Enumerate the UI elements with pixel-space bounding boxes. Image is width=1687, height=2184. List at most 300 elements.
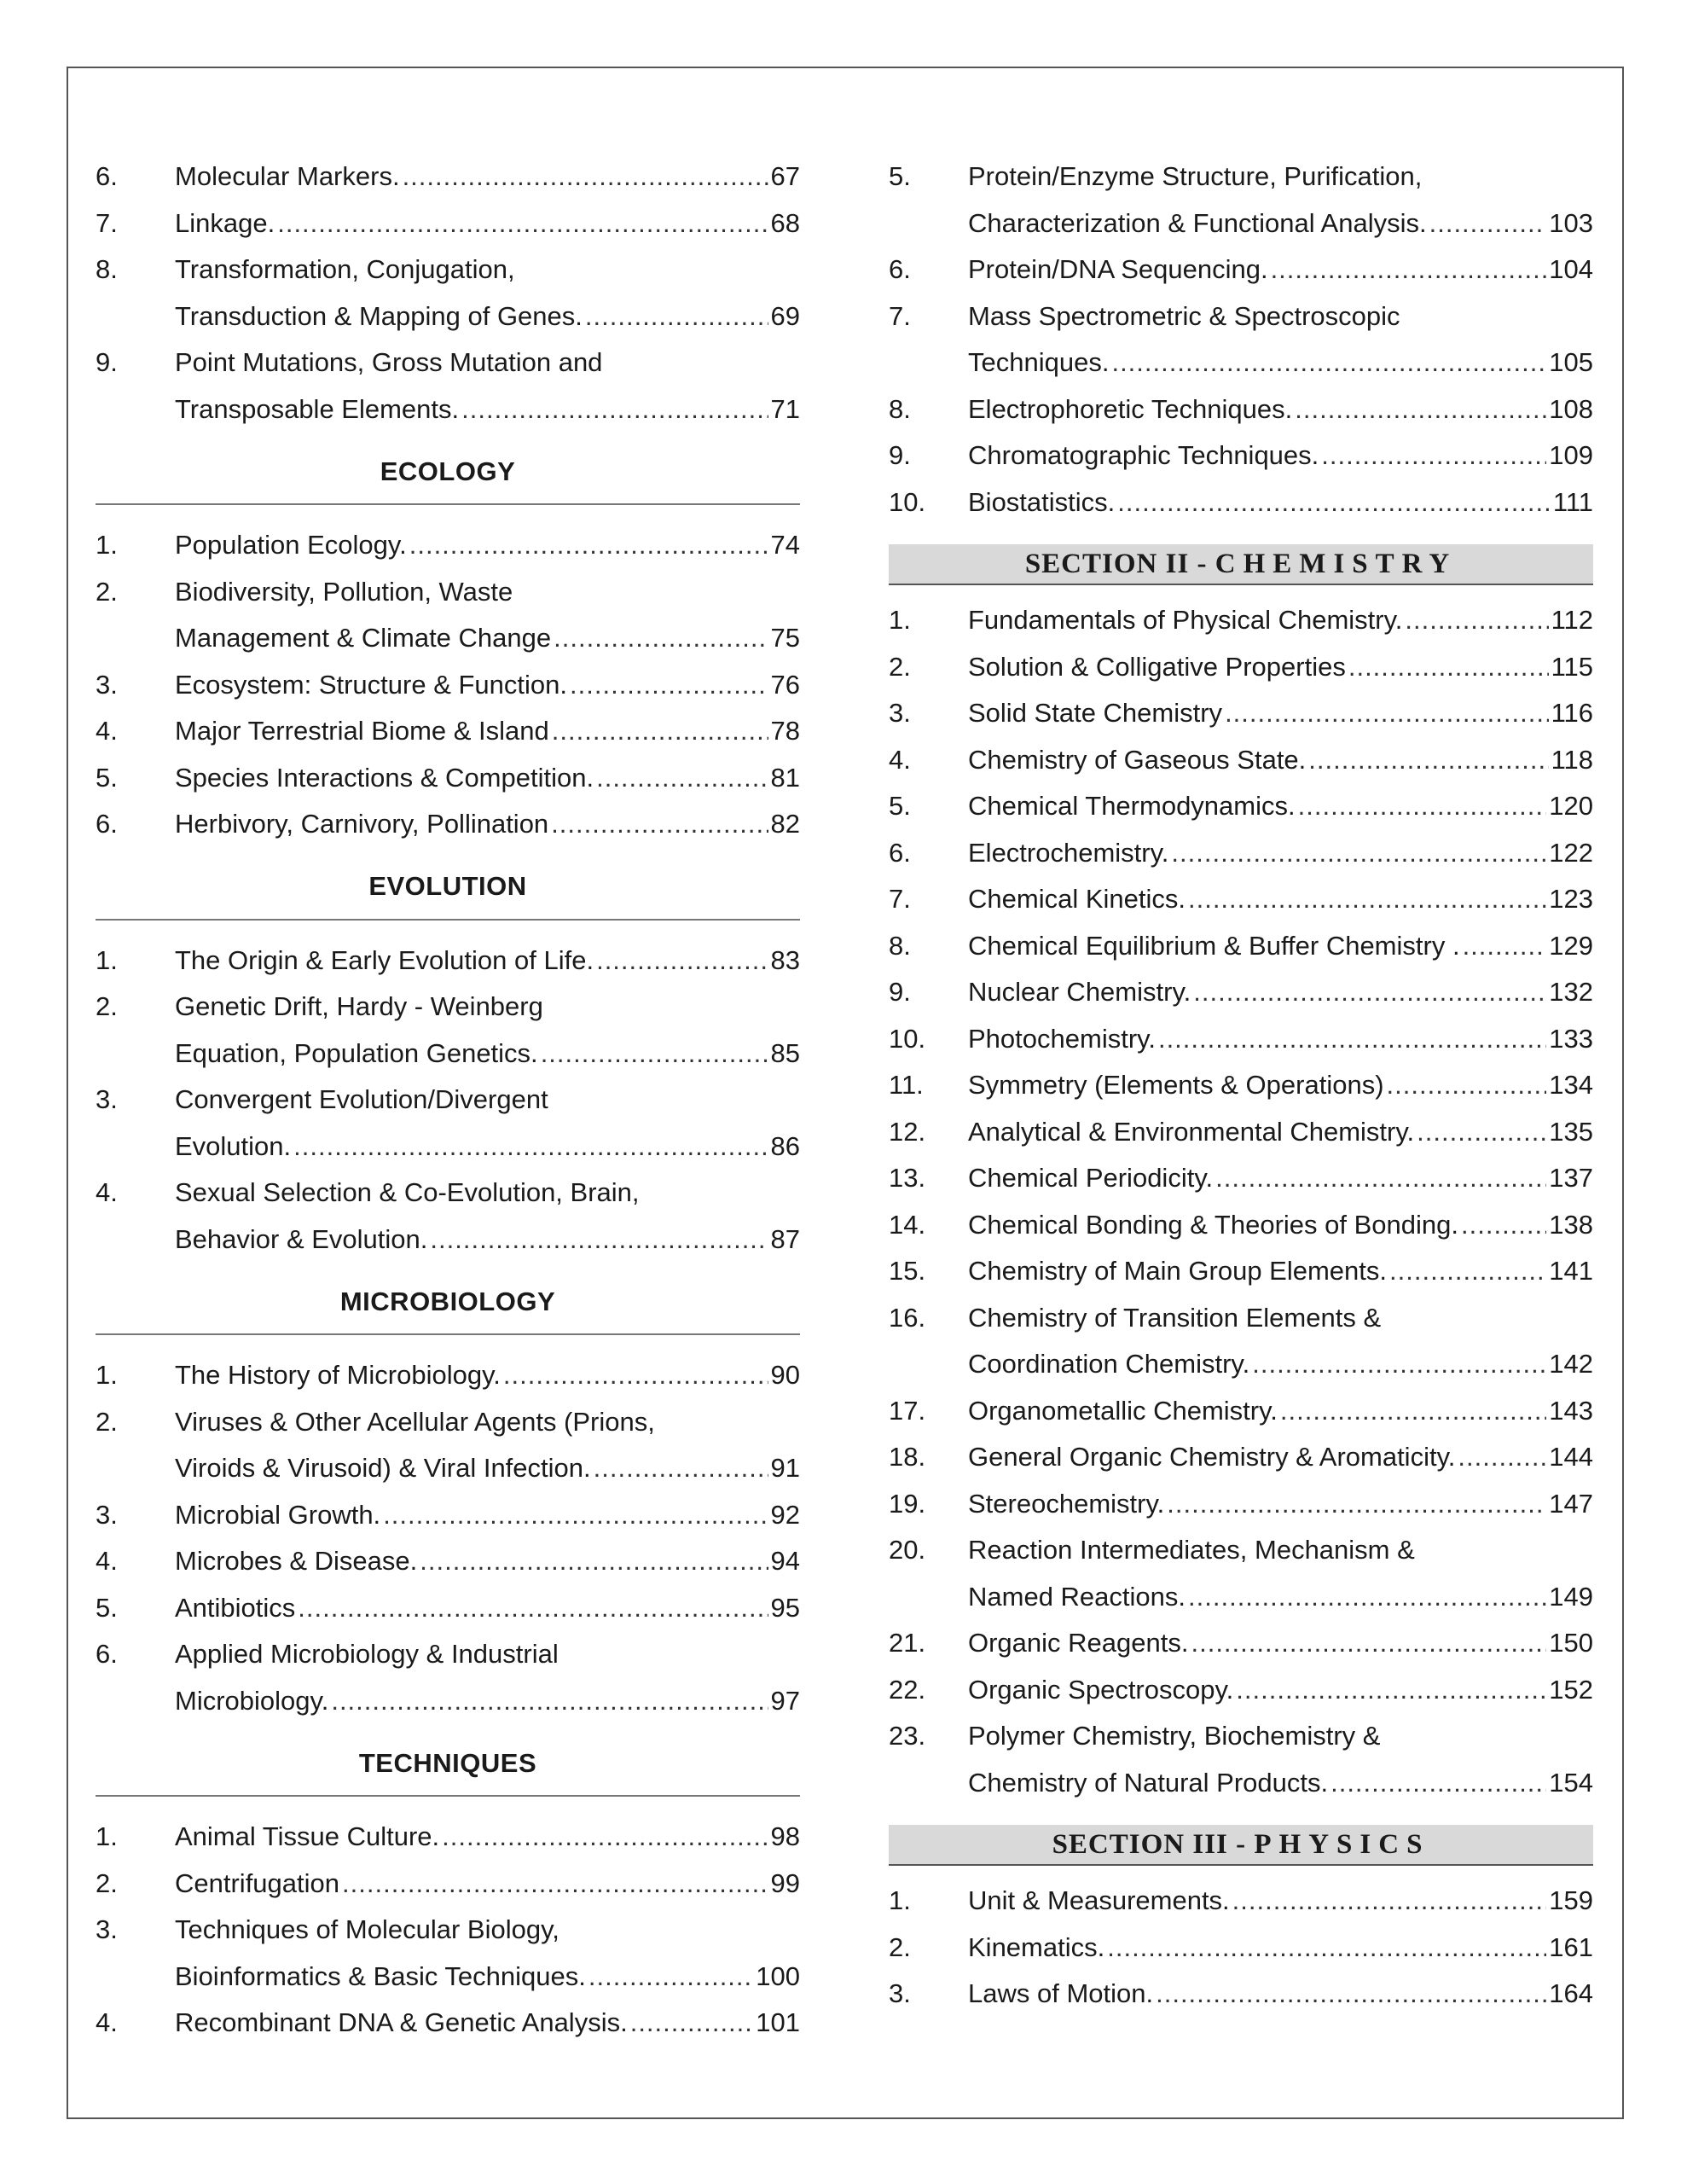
toc-entry-title: Biostatistics. [968,486,1116,517]
toc-entry-title: Evolution. [175,1130,292,1161]
toc-entry-number: 21. [889,1628,926,1658]
dot-leader [1156,1971,1546,2018]
toc-entry [889,154,1593,247]
dot-leader [1348,644,1549,691]
toc-entry-page: 85 [770,1037,800,1068]
toc-entry-page: 81 [770,762,800,793]
toc-entry-title: General Organic Chemistry & Aromaticity. [968,1442,1456,1472]
toc-entry [96,755,800,802]
toc-entry-title: Microbiology. [175,1685,329,1716]
toc-entry-line [96,662,800,709]
toc-entry-page: 82 [770,809,800,839]
toc-entry-number: 4. [889,744,911,775]
toc-entry-line [889,1667,1593,1714]
toc-entry-number: 2. [96,1406,118,1437]
toc-entry-title: Solid State Chemistry [968,698,1223,728]
toc-entry-line [889,200,1593,247]
toc-entry-title: Chemical Bonding & Theories of Bonding. [968,1209,1458,1240]
toc-entry-line [96,569,800,616]
toc-entry-number: 7. [96,207,118,238]
dot-leader [409,522,768,569]
toc-entry-page: 135 [1549,1116,1593,1147]
toc-entry-line [889,737,1593,784]
toc-entry-page: 95 [770,1592,800,1623]
toc-entry-line [889,1925,1593,1972]
toc-entry-line [889,479,1593,526]
toc-entry [96,984,800,1077]
toc-entry-title: Reaction Intermediates, Mechanism & [968,1535,1415,1565]
toc-entry-title: Analytical & Environmental Chemistry. [968,1116,1415,1147]
toc-entry-number: 4. [96,1177,118,1207]
toc-entry-line [889,1620,1593,1667]
toc-entry-title: Applied Microbiology & Industrial [175,1639,559,1669]
dot-leader [570,662,768,709]
toc-entry-page: 86 [770,1130,800,1161]
toc-entry-line [96,1814,800,1861]
toc-entry-title: Organic Reagents. [968,1628,1189,1658]
toc-entry [96,247,800,340]
dot-leader [1458,1434,1546,1481]
toc-entry-number: 6. [96,1639,118,1669]
toc-entry-line [889,597,1593,644]
toc-entry-line [889,644,1593,691]
toc-entry-number: 11. [889,1070,924,1100]
toc-entry-page: 147 [1549,1488,1593,1519]
toc-entry-number: 2. [889,651,911,682]
toc-entry-line [96,154,800,200]
toc-entry-page: 105 [1549,347,1593,377]
toc-entry-line [889,1248,1593,1295]
toc-entry-title: Polymer Chemistry, Biochemistry & [968,1721,1381,1751]
toc-entry [889,969,1593,1016]
toc-entry-page: 83 [770,944,800,975]
toc-entry-number: 2. [96,1867,118,1898]
toc-entry-number: 13. [889,1163,926,1193]
toc-entry [889,1388,1593,1435]
toc-entry-line [96,938,800,985]
dot-leader [342,1861,768,1908]
toc-entry-page: 67 [770,161,800,191]
toc-entry-page: 123 [1549,884,1593,914]
toc-entry [96,708,800,755]
toc-entry-number: 8. [889,393,911,424]
toc-entry-number: 1. [889,1885,911,1915]
dot-leader [442,1814,768,1861]
toc-entry-page: 103 [1549,207,1593,238]
toc-entry-line [889,876,1593,923]
dot-leader [430,1217,768,1263]
dot-leader [1232,1878,1547,1925]
toc-entry-line [96,386,800,433]
toc-entry [889,1971,1593,2018]
toc-entry-title: Molecular Markers. [175,161,400,191]
toc-entry-number: 3. [96,1499,118,1530]
dot-leader [1171,830,1546,877]
toc-entry-number: 12. [889,1116,926,1147]
toc-entry-page: 134 [1549,1070,1593,1100]
toc-entry-line [889,1574,1593,1621]
dot-leader [552,708,768,755]
dot-leader [1321,433,1546,479]
toc-entry-page: 108 [1549,393,1593,424]
toc-entry [889,783,1593,830]
toc-entry-page: 75 [770,623,800,653]
toc-entry [96,1399,800,1492]
toc-entry [96,1352,800,1399]
toc-entry-line [889,1760,1593,1807]
toc-entry-title: Management & Climate Change [175,623,552,653]
toc-entry [889,1527,1593,1620]
toc-entry-title: Techniques of Molecular Biology, [175,1914,559,1944]
toc-entry [889,293,1593,386]
toc-entry-number: 1. [96,1821,118,1851]
toc-entry-line [889,1971,1593,2018]
dot-leader [1308,737,1548,784]
dot-leader [1188,1574,1546,1621]
toc-entry-page: 69 [770,300,800,331]
dot-leader [1117,479,1551,526]
toc-entry-page: 133 [1549,1023,1593,1054]
toc-entry-page: 164 [1549,1978,1593,2008]
toc-entry [96,1077,800,1170]
toc-entry-number: 2. [96,576,118,607]
toc-entry-number: 2. [96,991,118,1021]
toc-entry-title: Transposable Elements. [175,393,460,424]
dot-leader [541,1031,768,1077]
toc-entry-number: 1. [96,944,118,975]
toc-entry-line [96,1352,800,1399]
toc-entry-line [889,690,1593,737]
toc-entry [889,597,1593,644]
toc-entry-title: Chemistry of Gaseous State. [968,744,1307,775]
dot-leader [1191,1620,1546,1667]
toc-entry-title: Centrifugation [175,1867,340,1898]
toc-entry-title: Herbivory, Carnivory, Pollination [175,809,549,839]
toc-list [96,1352,800,1724]
dot-leader [1107,1925,1546,1972]
dot-leader [594,1445,768,1492]
toc-entry-number: 19. [889,1488,926,1519]
toc-entry-title: Behavior & Evolution. [175,1223,428,1254]
dot-leader [1463,923,1547,970]
toc-entry [889,1620,1593,1667]
toc-entry [96,938,800,985]
toc-entry-page: 152 [1549,1674,1593,1705]
toc-entry-page: 115 [1551,651,1593,682]
toc-entry [889,1062,1593,1109]
dot-leader [585,293,768,340]
toc-entry-number: 14. [889,1209,926,1240]
toc-entry [96,1492,800,1539]
toc-entry-line [889,783,1593,830]
toc-entry-title: Animal Tissue Culture. [175,1821,440,1851]
toc-entry-title: Biodiversity, Pollution, Waste [175,576,513,607]
toc-entry-number: 1. [889,605,911,635]
toc-entry-page: 100 [756,1960,800,1991]
toc-entry-line [96,1124,800,1170]
dot-leader [1330,1760,1546,1807]
toc-entry [889,1713,1593,1806]
toc-entry-number: 5. [96,1592,118,1623]
toc-entry-line [96,1678,800,1725]
toc-entry-number: 1. [96,1360,118,1390]
toc-entry-line [889,969,1593,1016]
toc-entry-line [96,247,800,293]
dot-leader [1461,1202,1546,1249]
toc-entry-line [96,1399,800,1446]
toc-entry [96,154,800,200]
toc-entry-title: Photochemistry. [968,1023,1156,1054]
toc-entry-number: 9. [889,440,911,470]
toc-entry-title: Microbial Growth. [175,1499,381,1530]
toc-entry-number: 3. [889,698,911,728]
toc-entry [889,830,1593,877]
toc-entry-title: Chemical Kinetics. [968,884,1186,914]
dot-leader [277,200,768,247]
toc-entry-line [889,1062,1593,1109]
toc-entry-number: 6. [889,254,911,284]
toc-entry-page: 150 [1549,1628,1593,1658]
toc-entry-title: Species Interactions & Competition. [175,762,594,793]
toc-entry-title: Convergent Evolution/Divergent [175,1084,548,1114]
toc-entry-line [889,247,1593,293]
toc-entry-line [96,615,800,662]
toc-entry-line [96,1631,800,1678]
dot-leader [630,2000,754,2047]
toc-entry-page: 90 [770,1360,800,1390]
toc-entry-line [96,1861,800,1908]
toc-entry-title: Equation, Population Genetics. [175,1037,538,1068]
toc-entry-line [889,340,1593,386]
toc-entry-line [889,386,1593,433]
toc-entry [96,200,800,247]
section-bar-physics [889,1825,1593,1866]
toc-entry-line [889,1016,1593,1063]
toc-entry-number: 22. [889,1674,926,1705]
toc-entry-page: 76 [770,669,800,700]
toc-list [889,1878,1593,2018]
toc-list [889,154,1593,526]
toc-entry-page: 101 [756,2007,800,2037]
toc-entry [889,386,1593,433]
toc-entry-page: 129 [1549,930,1593,961]
toc-entry-page: 118 [1551,744,1593,775]
dot-leader [1158,1016,1546,1063]
toc-entry-line [96,755,800,802]
toc-entry [889,737,1593,784]
toc-entry-title: Stereochemistry. [968,1488,1165,1519]
toc-entry-page: 74 [770,530,800,560]
toc-entry [889,690,1593,737]
toc-entry [889,247,1593,293]
toc-entry-line [889,1527,1593,1574]
dot-leader [1111,340,1546,386]
toc-entry-title: Viroids & Virusoid) & Viral Infection. [175,1453,591,1483]
toc-entry-number: 23. [889,1721,926,1751]
toc-entry-number: 3. [889,1978,911,2008]
section-prefix: SECTION II - [1024,548,1208,579]
section-heading-evolution: EVOLUTION [96,855,800,921]
toc-entry-number: 10. [889,1023,926,1054]
toc-entry-page: 99 [770,1867,800,1898]
toc-list [96,522,800,848]
toc-entry [889,1109,1593,1156]
toc-entry-page: 137 [1549,1163,1593,1193]
toc-entry-page: 138 [1549,1209,1593,1240]
toc-entry-title: Electrophoretic Techniques. [968,393,1293,424]
toc-entry-title: Organometallic Chemistry. [968,1395,1278,1426]
toc-entry-page: 141 [1549,1256,1593,1286]
toc-entry-title: The History of Microbiology. [175,1360,501,1390]
toc-entry-line [889,923,1593,970]
dot-leader [1295,386,1546,433]
toc-entry-line [889,830,1593,877]
toc-entry-page: 92 [770,1499,800,1530]
toc-entry-title: Sexual Selection & Co-Evolution, Brain, [175,1177,640,1207]
toc-entry-title: Mass Spectrometric & Spectroscopic [968,300,1400,331]
toc-entry-line [96,522,800,569]
toc-entry-number: 5. [889,161,911,191]
section-subject: PHYSICS [1254,1828,1430,1860]
toc-entry-line [96,340,800,386]
toc-entry-title: Chromatographic Techniques. [968,440,1319,470]
toc-entry [889,1667,1593,1714]
toc-list [96,1814,800,2047]
toc-entry-line [96,1217,800,1263]
toc-entry-number: 18. [889,1442,926,1472]
toc-entry-line [889,1155,1593,1202]
dot-leader [1280,1388,1546,1435]
toc-entry-page: 111 [1552,486,1593,517]
toc-entry-title: Nuclear Chemistry. [968,977,1191,1007]
toc-entry-number: 8. [96,254,118,284]
section-subject: CHEMISTRY [1215,548,1458,579]
dot-leader [1387,1062,1547,1109]
dot-leader [588,1954,753,2001]
toc-entry-number: 4. [96,2007,118,2037]
toc-entry-line [96,801,800,848]
toc-entry-line [96,708,800,755]
section-prefix: SECTION III - [1052,1828,1247,1860]
toc-entry-page: 104 [1549,254,1593,284]
toc-entry [889,479,1593,526]
toc-entry-title: Transduction & Mapping of Genes. [175,300,583,331]
toc-entry-number: 1. [96,530,118,560]
toc-entry-number: 8. [889,930,911,961]
toc-entry-number: 9. [889,977,911,1007]
dot-leader [1389,1248,1546,1295]
toc-entry-title: Microbes & Disease. [175,1546,418,1576]
toc-entry-number: 7. [889,884,911,914]
toc-entry-page: 112 [1551,605,1593,635]
toc-entry-title: Recombinant DNA & Genetic Analysis. [175,2007,628,2037]
toc-entry-number: 6. [889,837,911,868]
toc-entry-page: 149 [1549,1581,1593,1612]
toc-entry-number: 6. [96,809,118,839]
toc-entry [889,644,1593,691]
toc-entry-page: 87 [770,1223,800,1254]
section-heading-microbiology: MICROBIOLOGY [96,1269,800,1335]
toc-left-column [96,154,800,2047]
section-heading-techniques: TECHNIQUES [96,1731,800,1797]
section-heading-ecology: ECOLOGY [96,439,800,505]
toc-entry-line [889,293,1593,340]
dot-leader [1405,597,1548,644]
toc-list [96,154,800,433]
dot-leader [383,1492,768,1539]
toc-entry-line [96,1954,800,2001]
toc-entry-line [889,1878,1593,1925]
toc-entry [96,801,800,848]
dot-leader [331,1678,768,1725]
toc-entry-title: Transformation, Conjugation, [175,254,515,284]
toc-entry-line [96,1445,800,1492]
dot-leader [1193,969,1546,1016]
dot-leader [1271,247,1547,293]
toc-entry-number: 3. [96,1084,118,1114]
toc-entry-title: Fundamentals of Physical Chemistry. [968,605,1403,635]
toc-right-column [889,154,1593,2018]
toc-entry-title: Unit & Measurements. [968,1885,1230,1915]
toc-entry [889,1155,1593,1202]
toc-entry [889,1925,1593,1972]
toc-entry-page: 143 [1549,1395,1593,1426]
toc-entry-line [96,200,800,247]
section-bar-chemistry [889,544,1593,585]
toc-entry-line [96,1907,800,1954]
toc-entry-number: 15. [889,1256,926,1286]
toc-entry [889,1202,1593,1249]
toc-entry-line [889,154,1593,200]
toc-entry-page: 94 [770,1546,800,1576]
toc-entry-title: Protein/DNA Sequencing. [968,254,1268,284]
toc-entry-line [96,2000,800,2047]
toc-entry [96,2000,800,2047]
toc-entry-line [889,1481,1593,1528]
toc-entry-line [889,1434,1593,1481]
dot-leader [1298,783,1547,830]
toc-entry-title: Chemical Thermodynamics. [968,791,1296,821]
toc-entry-title: Genetic Drift, Hardy - Weinberg [175,991,543,1021]
toc-entry-number: 4. [96,716,118,746]
toc-entry-page: 159 [1549,1885,1593,1915]
toc-entry-title: Characterization & Functional Analysis. [968,207,1427,238]
toc-entry [889,923,1593,970]
dot-leader [1417,1109,1546,1156]
toc-entry-line [889,1388,1593,1435]
dot-leader [596,755,768,802]
toc-entry [889,1248,1593,1295]
dot-leader [1188,876,1546,923]
toc-entry [889,1434,1593,1481]
toc-entry-title: Linkage. [175,207,275,238]
toc-entry-line [96,1585,800,1632]
toc-entry [96,1907,800,2000]
toc-entry-number: 7. [889,300,911,331]
toc-entry-number: 3. [96,1914,118,1944]
toc-entry [96,1585,800,1632]
toc-entry [96,1814,800,1861]
toc-entry [96,1170,800,1263]
toc-entry-title: Bioinformatics & Basic Techniques. [175,1960,586,1991]
toc-entry-page: 71 [770,393,800,424]
toc-entry [96,340,800,433]
toc-entry-line [96,1538,800,1585]
toc-entry-page: 109 [1549,440,1593,470]
toc-entry-page: 142 [1549,1349,1593,1379]
toc-entry-page: 154 [1549,1767,1593,1798]
toc-entry-title: Viruses & Other Acellular Agents (Prions, [175,1406,655,1437]
